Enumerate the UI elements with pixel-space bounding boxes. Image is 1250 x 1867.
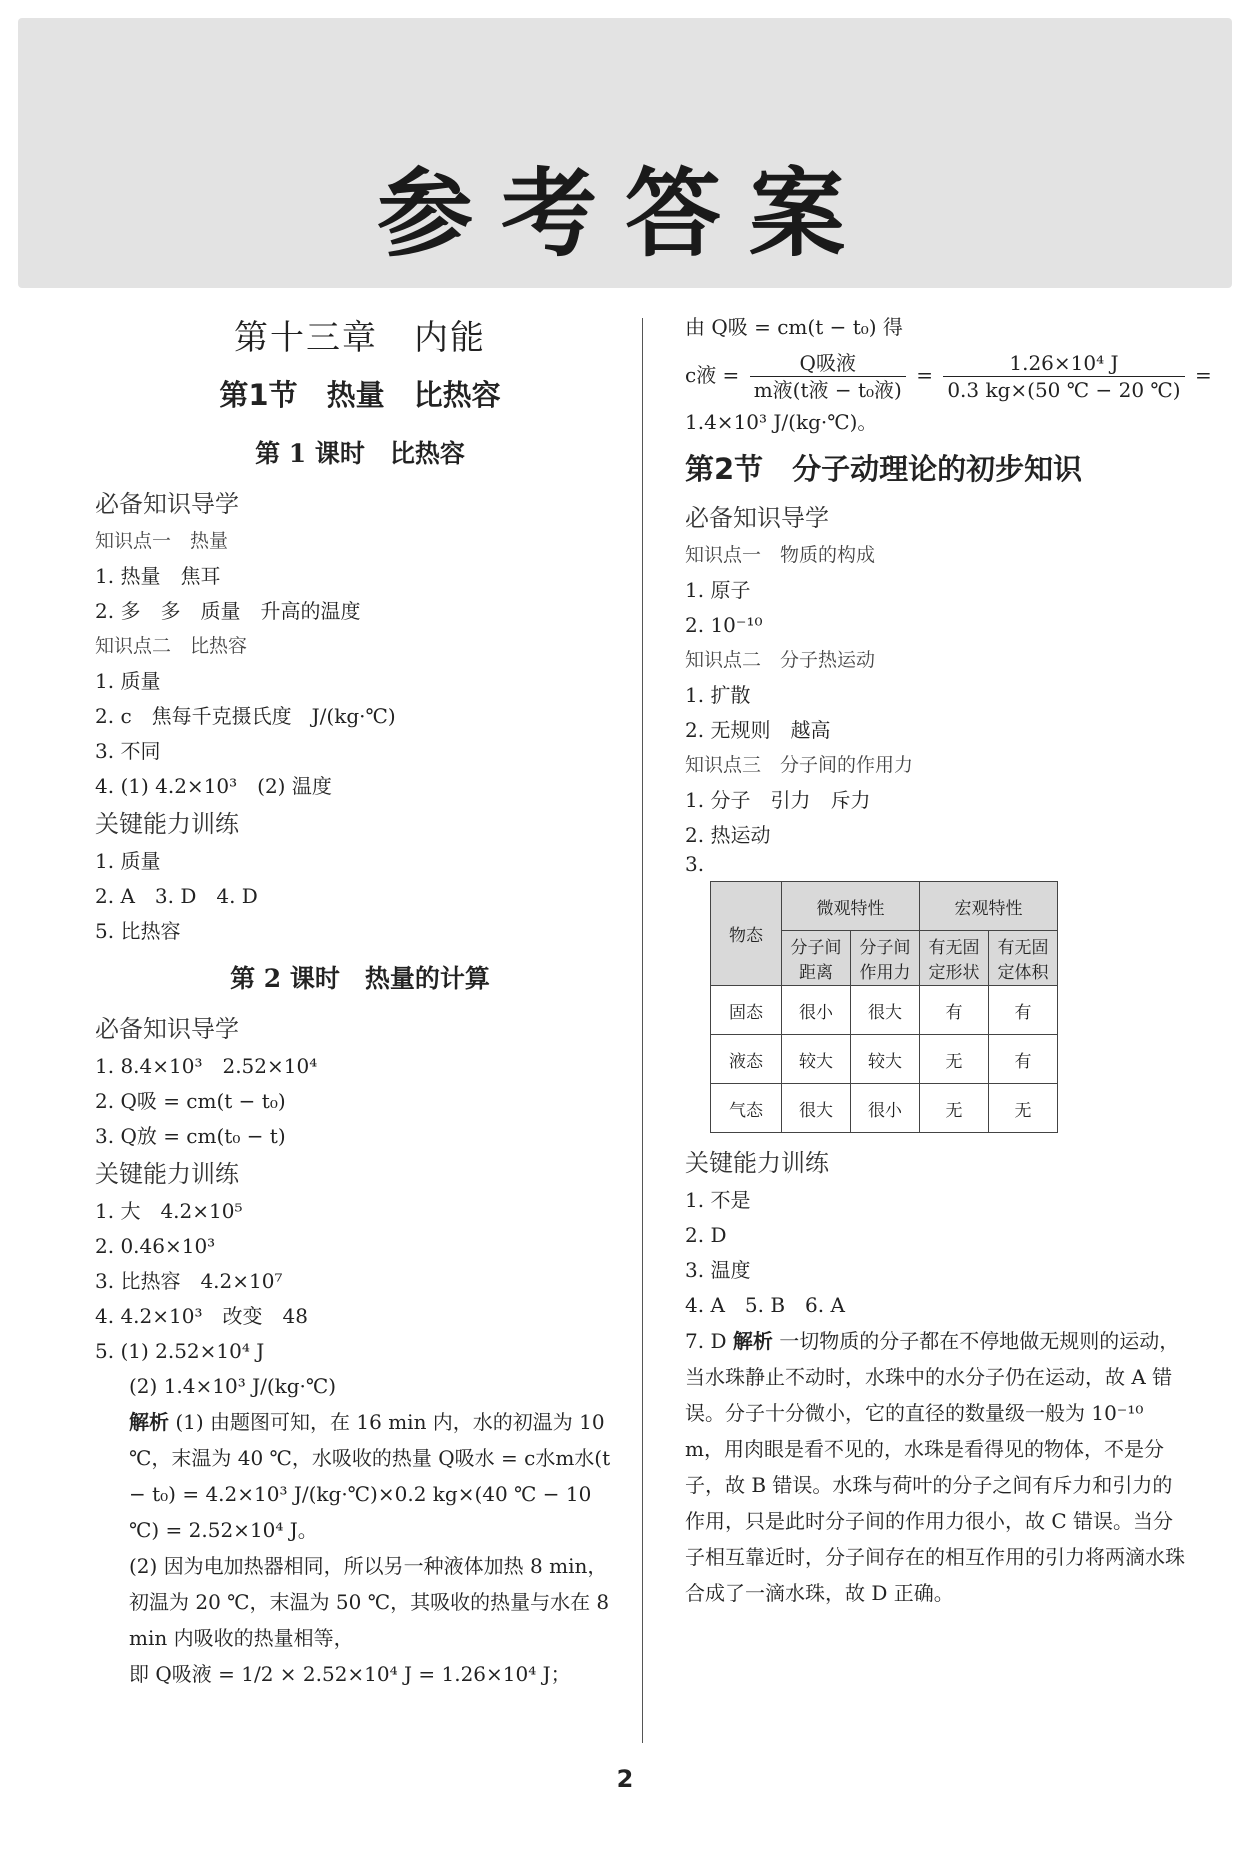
table-group-header: 微观特性 bbox=[782, 882, 920, 931]
table-row bbox=[711, 1035, 1058, 1084]
table-row bbox=[711, 1084, 1058, 1133]
table-column-header: 有无固定体积 bbox=[989, 931, 1058, 986]
knowledge-point-heading: 知识点二 比热容 bbox=[95, 635, 248, 657]
answer-line: 1. 质量 bbox=[95, 669, 161, 693]
table-cell: 较大 bbox=[782, 1035, 851, 1084]
equals-sign: = bbox=[916, 363, 933, 387]
explanation-text: 一切物质的分子都在不停地做无规则的运动，当水珠静止不动时，水珠中的水分子仍在运动，故 A 错误。分子十分微小，它的直径的数量级一般为 10⁻¹⁰ m，用肉眼是看不见的，水珠是看得见的物体，不是分子，故 B 错误。水珠与荷叶的分子之间有斥力和引力的作用，只是此时分子间的作用力很小，故 C 错误。当分子相互靠近时，分子间存在的相互作用的引力将两滴水珠合成了一滴水珠，故 D 正确。 bbox=[685, 1329, 1185, 1605]
table-row-header: 气态 bbox=[711, 1084, 782, 1133]
answer-line: 1. 不是 bbox=[685, 1188, 751, 1212]
block-heading: 关键能力训练 bbox=[685, 1149, 829, 1177]
answer-line: 4. A 5. B 6. A bbox=[685, 1293, 845, 1317]
table-cell: 无 bbox=[989, 1084, 1058, 1133]
answer-line: 1. 扩散 bbox=[685, 683, 751, 707]
answer-line: 2. Q吸 = cm(t − t₀) bbox=[95, 1089, 286, 1113]
answer-line: 2. 10⁻¹⁰ bbox=[685, 613, 763, 637]
fraction bbox=[943, 350, 1184, 403]
table-column-header: 分子间距离 bbox=[782, 931, 851, 986]
table-row bbox=[711, 986, 1058, 1035]
answer-line: 5. (1) 2.52×10⁴ J bbox=[95, 1339, 265, 1363]
answer-line: 5. 比热容 bbox=[95, 919, 181, 943]
table-cell: 很小 bbox=[782, 986, 851, 1035]
answer-line: 1. 8.4×10³ 2.52×10⁴ bbox=[95, 1054, 318, 1078]
knowledge-point-heading: 知识点一 热量 bbox=[95, 530, 229, 552]
page-title: 参考答案 bbox=[377, 158, 873, 270]
block-heading: 关键能力训练 bbox=[95, 1160, 239, 1188]
formula-result: 1.4×10³ J/(kg·℃)。 bbox=[685, 410, 878, 434]
explanation-label: 解析 bbox=[732, 1329, 773, 1353]
table-cell: 很小 bbox=[851, 1084, 920, 1133]
answer-line: 2. 热运动 bbox=[685, 823, 771, 847]
formula-lhs: c液 = bbox=[685, 363, 740, 387]
block-heading: 必备知识导学 bbox=[95, 490, 239, 518]
answer-line: 3. bbox=[685, 852, 705, 876]
answer-line: 2. D bbox=[685, 1223, 727, 1247]
answer-line: 4. 4.2×10³ 改变 48 bbox=[95, 1304, 308, 1328]
explanation bbox=[95, 1404, 625, 1548]
formula-fraction-line bbox=[685, 345, 1212, 405]
answer-line: 4. (1) 4.2×10³ (2) 温度 bbox=[95, 774, 332, 798]
explanation-text: 即 Q吸液 = 1/2 × 2.52×10⁴ J = 1.26×10⁴ J； bbox=[129, 1662, 571, 1686]
table-cell: 较大 bbox=[851, 1035, 920, 1084]
table-corner-cell bbox=[711, 882, 782, 986]
answer-line: 3. 比热容 4.2×10⁷ bbox=[95, 1269, 283, 1293]
formula-line: 由 Q吸 = cm(t − t₀) 得 bbox=[685, 315, 903, 339]
fraction bbox=[750, 350, 906, 403]
table-group-header: 宏观特性 bbox=[920, 882, 1058, 931]
table-corner-label: 物态 bbox=[729, 926, 763, 946]
lesson-heading: 第 1 课时 比热容 bbox=[255, 439, 465, 468]
knowledge-point-heading: 知识点二 分子热运动 bbox=[685, 649, 876, 671]
answer-line: 1. 热量 焦耳 bbox=[95, 564, 221, 588]
left-column bbox=[95, 310, 625, 1692]
explanation-text: (1) 由题图可知，在 16 min 内，水的初温为 10 ℃，末温为 40 ℃，水吸收的热量 Q吸水 = c水m水(t − t₀) = 4.2×10³ J/(kg·℃)×0.2 kg×(40 ℃ − 10 ℃) = 2.52×10⁴ J。 bbox=[129, 1410, 611, 1542]
table-column-header: 有无固定形状 bbox=[920, 931, 989, 986]
explanation-label: 解析 bbox=[129, 1410, 169, 1434]
states-of-matter-table bbox=[710, 881, 1058, 1133]
table-row-header: 固态 bbox=[711, 986, 782, 1035]
block-heading: 必备知识导学 bbox=[685, 504, 829, 532]
title-banner bbox=[18, 18, 1232, 288]
table-cell: 无 bbox=[920, 1035, 989, 1084]
page-number: 2 bbox=[616, 1765, 634, 1793]
table-column-header: 分子间作用力 bbox=[851, 931, 920, 986]
fraction-denominator: 0.3 kg×(50 ℃ − 20 ℃) bbox=[947, 378, 1181, 402]
table-cell: 有 bbox=[920, 986, 989, 1035]
table-cell: 有 bbox=[989, 986, 1058, 1035]
answer-line: 1. 分子 引力 斥力 bbox=[685, 788, 871, 812]
fraction-denominator: m液(t液 − t₀液) bbox=[753, 378, 902, 402]
fraction-numerator: Q吸液 bbox=[750, 350, 906, 377]
knowledge-point-heading: 知识点三 分子间的作用力 bbox=[685, 754, 914, 776]
table-row-header: 液态 bbox=[711, 1035, 782, 1084]
answer-line: 3. Q放 = cm(t₀ − t) bbox=[95, 1124, 286, 1148]
answer-line: 2. 无规则 越高 bbox=[685, 718, 831, 742]
section-heading: 第2节 分子动理论的初步知识 bbox=[685, 452, 1083, 486]
answer-line: (2) 1.4×10³ J/(kg·℃) bbox=[129, 1374, 337, 1398]
right-column bbox=[685, 310, 1212, 1611]
answer-line: 1. 大 4.2×10⁵ bbox=[95, 1199, 243, 1223]
answer-line: 2. A 3. D 4. D bbox=[95, 884, 258, 908]
table-cell: 有 bbox=[989, 1035, 1058, 1084]
knowledge-point-heading: 知识点一 物质的构成 bbox=[685, 544, 876, 566]
block-heading: 必备知识导学 bbox=[95, 1015, 239, 1043]
answer-line: 2. 0.46×10³ bbox=[95, 1234, 216, 1258]
explanation bbox=[685, 1323, 1185, 1611]
answer-line: 3. 不同 bbox=[95, 739, 161, 763]
block-heading: 关键能力训练 bbox=[95, 810, 239, 838]
explanation-text: (2) 因为电加热器相同，所以另一种液体加热 8 min，初温为 20 ℃，末温为 50 ℃，其吸收的热量与水在 8 min 内吸收的热量相等， bbox=[129, 1554, 610, 1650]
answer-line: 2. c 焦每千克摄氏度 J/(kg·℃) bbox=[95, 704, 396, 728]
table-cell: 很大 bbox=[851, 986, 920, 1035]
fraction-numerator: 1.26×10⁴ J bbox=[943, 350, 1184, 377]
answer-head: 7. D bbox=[685, 1329, 727, 1353]
column-divider bbox=[642, 318, 643, 1743]
chapter-heading: 第十三章 内能 bbox=[234, 318, 486, 358]
table-cell: 很大 bbox=[782, 1084, 851, 1133]
section-heading: 第1节 热量 比热容 bbox=[219, 378, 501, 412]
answer-line: 2. 多 多 质量 升高的温度 bbox=[95, 599, 361, 623]
answer-line: 1. 原子 bbox=[685, 578, 751, 602]
answer-line: 3. 温度 bbox=[685, 1258, 751, 1282]
equals-sign: = bbox=[1194, 363, 1212, 387]
lesson-heading: 第 2 课时 热量的计算 bbox=[230, 964, 490, 993]
table-cell: 无 bbox=[920, 1084, 989, 1133]
answer-line: 1. 质量 bbox=[95, 849, 161, 873]
